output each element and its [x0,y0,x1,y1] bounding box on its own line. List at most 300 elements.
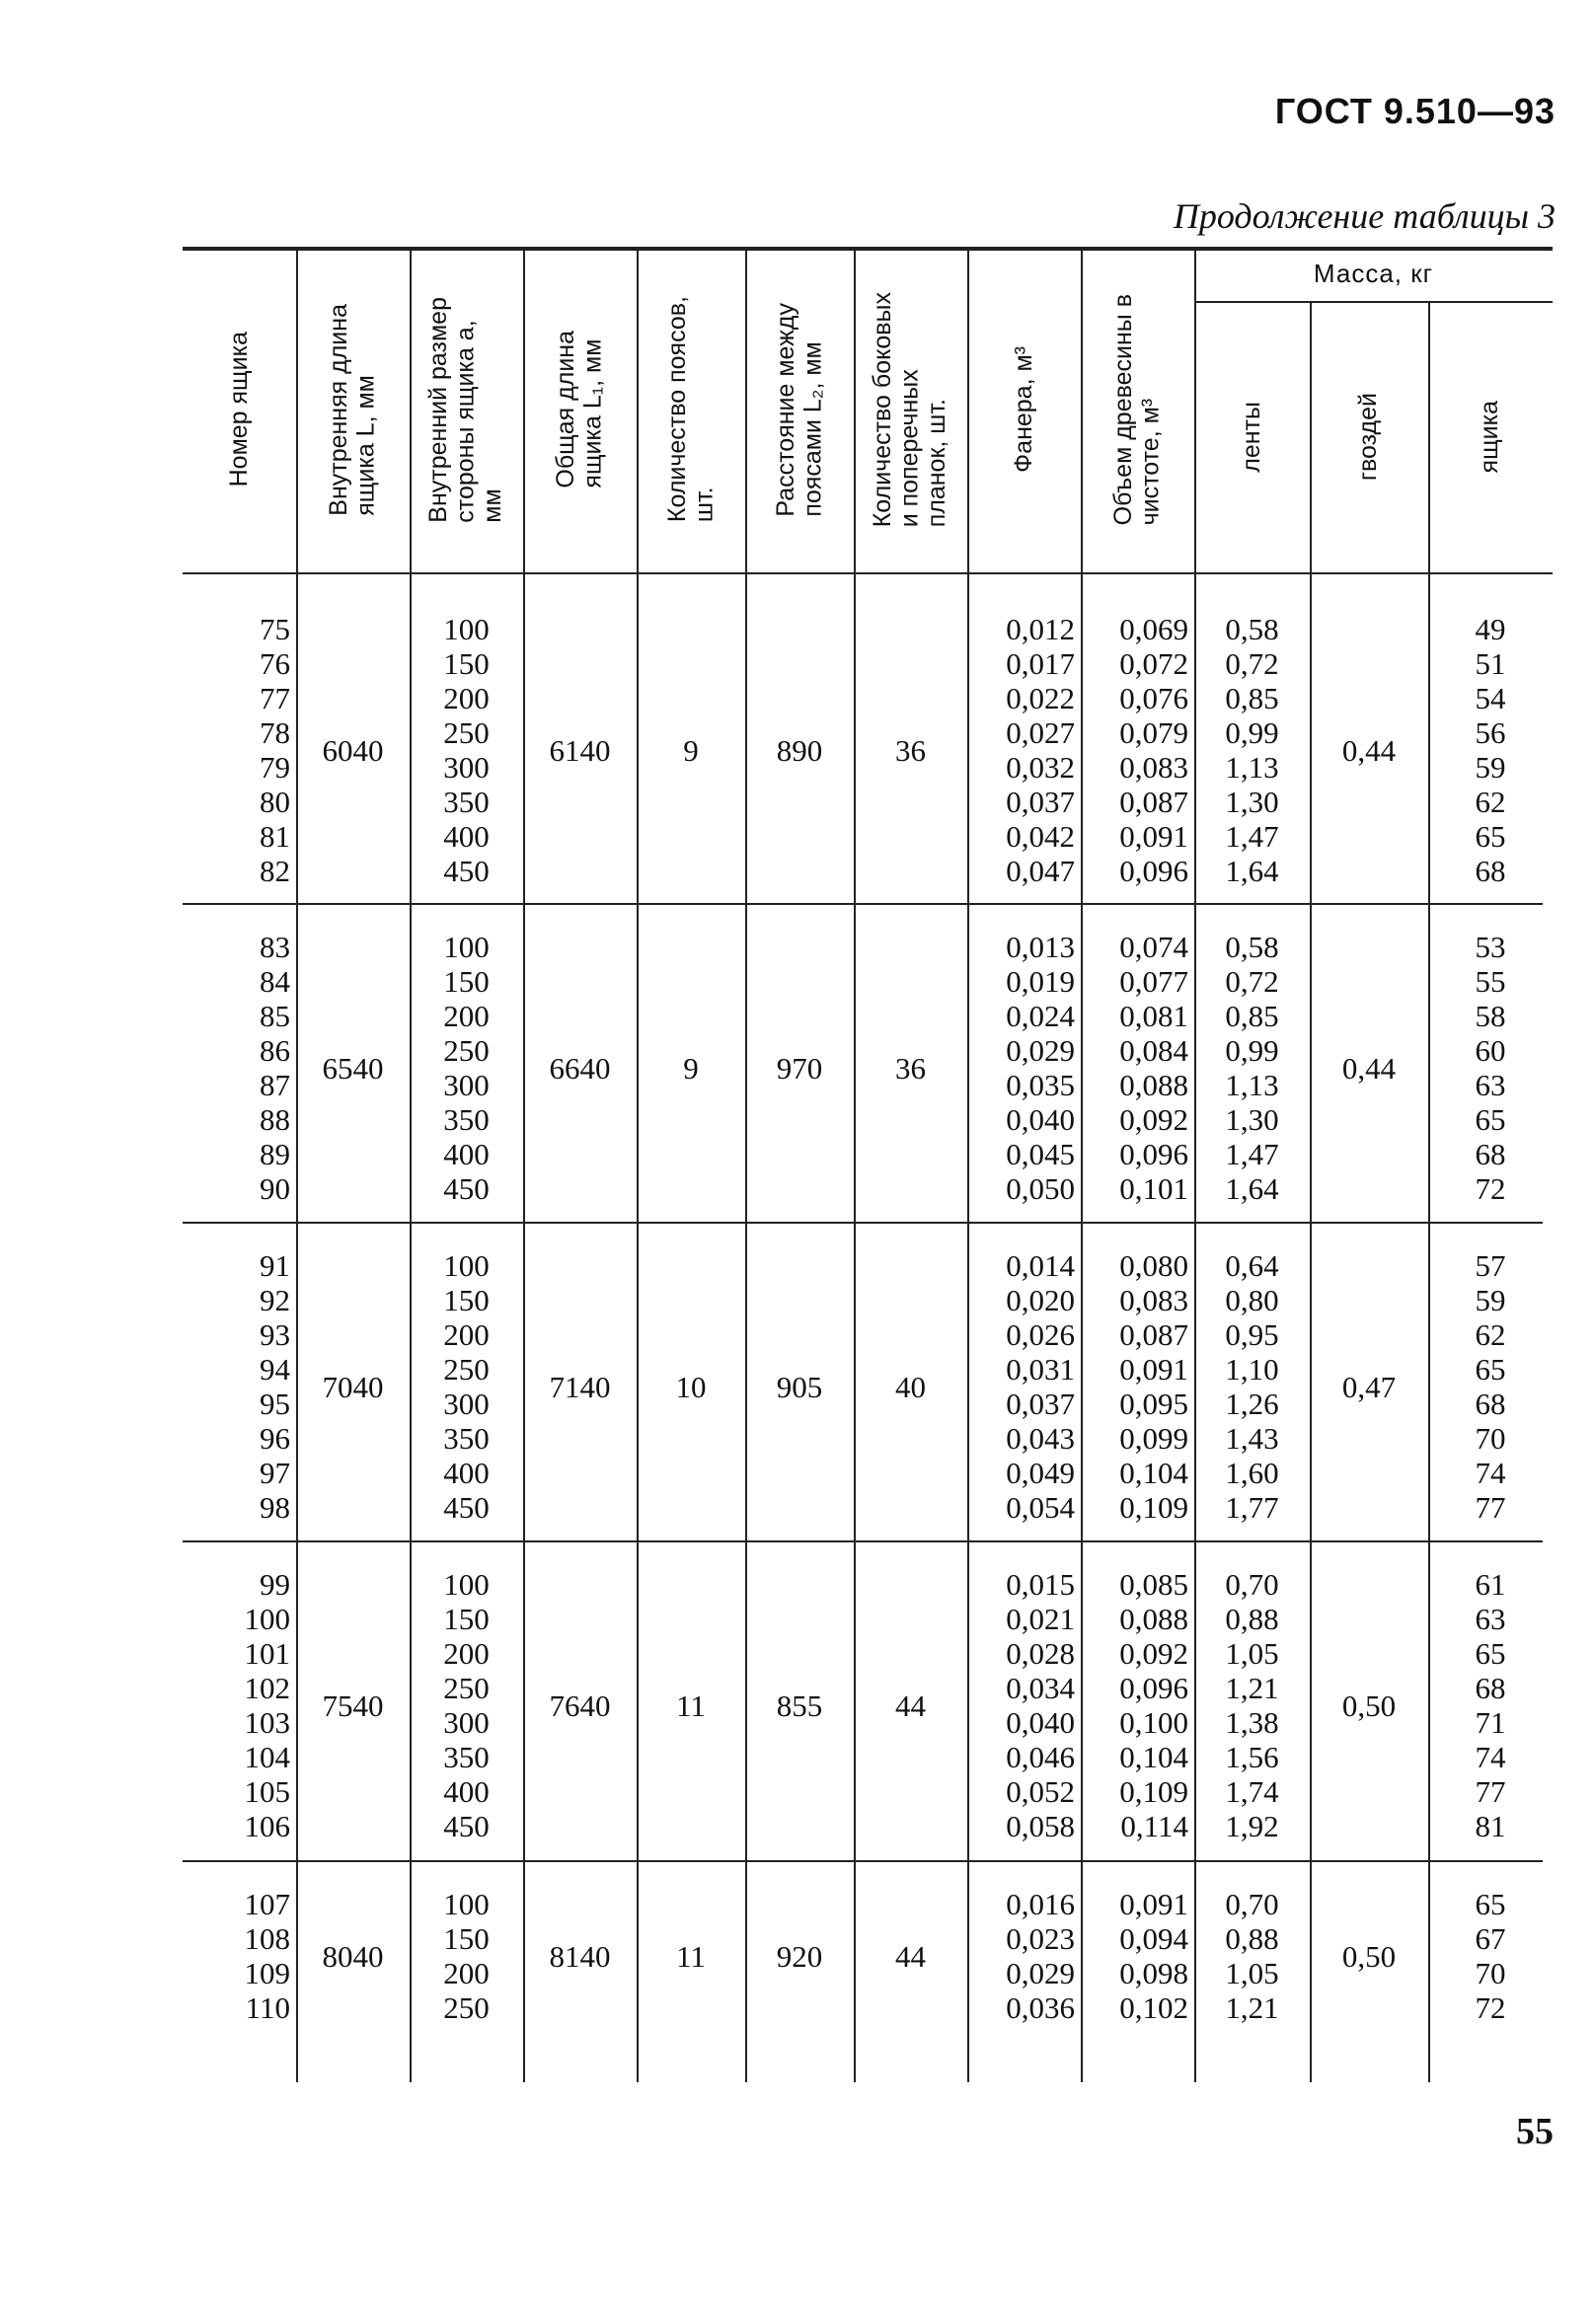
box-number-list [189,612,290,888]
table-cell-value: 450 [443,1171,490,1206]
table-cell-value: 93 [260,1317,290,1352]
table-cell-value: 95 [260,1387,290,1421]
table-cell-value: 1,92 [1225,1809,1279,1843]
table-cell-value: 0,050 [1006,1171,1075,1206]
box-mass-list [1434,1248,1547,1525]
table-cell-value: 62 [1475,785,1506,819]
column-header-label: ленты [1237,401,1265,473]
slats-count-value: 44 [895,1938,926,1974]
table-cell-value: 65 [1475,1352,1506,1387]
nails-mass-value: 0,44 [1341,732,1397,768]
table-cell-value: 0,076 [1119,681,1188,715]
table-cell-value: 1,30 [1225,1102,1279,1137]
table-cell-value: 68 [1475,1387,1506,1421]
box-mass-list [1434,1567,1547,1843]
table-cell-value: 250 [443,1352,490,1387]
table-cell-value: 88 [260,1102,290,1137]
table-cell-value: 99 [260,1567,290,1602]
table-cell-value: 81 [260,819,290,854]
table-cell-value: 0,035 [1006,1068,1075,1102]
standard-code: ГОСТ 9.510—93 [1274,91,1556,131]
table-cell-value: 350 [443,785,490,819]
table-cell-value: 104 [244,1740,290,1774]
table-cell-value: 0,088 [1119,1602,1188,1636]
table-cell-value: 200 [443,1317,490,1352]
table-cell-value: 450 [443,1809,490,1843]
table-cell-value: 0,083 [1119,1283,1188,1317]
table-cell-value: 0,99 [1225,1033,1279,1068]
table-cell-value: 350 [443,1421,490,1456]
table-cell-value: 0,024 [1006,999,1075,1033]
column-header-label: Фанера, м³ [1009,346,1037,473]
table-cell-value: 0,087 [1119,1317,1188,1352]
table-cell-value: 76 [260,646,290,681]
table-cell-value: 103 [244,1705,290,1740]
box-number-list [189,930,290,1206]
belt-distance-value: 905 [776,1369,823,1404]
table-cell-value: 100 [244,1602,290,1636]
table-cell-value: 0,88 [1225,1602,1279,1636]
table-cell-value: 250 [443,1671,490,1705]
inner-side-list [416,612,517,888]
table-cell-value: 0,015 [1006,1567,1075,1602]
plywood-list [973,1248,1075,1525]
table-cell-value: 92 [260,1283,290,1317]
inner-length-value: 6540 [322,1050,384,1086]
table-cell-value: 250 [443,1033,490,1068]
table-cell-value: 0,100 [1119,1705,1188,1740]
column-header-total-length [525,255,635,564]
table-cell-value: 63 [1475,1068,1506,1102]
table-cell-value: 78 [260,715,290,750]
table-cell-value: 400 [443,1456,490,1490]
inner-length-value: 7540 [322,1687,384,1723]
box-number-list [189,1248,290,1525]
table-cell-value: 0,096 [1119,1137,1188,1171]
table-cell-value: 1,43 [1225,1421,1279,1456]
table-cell-value: 1,38 [1225,1705,1279,1740]
table-cell-value: 1,05 [1225,1636,1279,1671]
table-cell-value: 0,72 [1225,964,1279,999]
table-cell-value: 0,104 [1119,1740,1188,1774]
table-cell-value: 97 [260,1456,290,1490]
belts-count-value: 11 [676,1938,706,1974]
page-number: 55 [1516,2111,1554,2152]
plywood-list [973,1567,1075,1843]
table-cell-value: 0,85 [1225,999,1279,1033]
table-cell-value: 67 [1475,1921,1506,1956]
table-cell-value: 68 [1475,1671,1506,1705]
table-cell-value: 0,031 [1006,1352,1075,1387]
belt-distance-value: 970 [776,1050,823,1086]
group-separator-rule [183,1222,1543,1224]
group-separator-rule [183,1860,1543,1862]
table-cell-value: 0,021 [1006,1602,1075,1636]
box-number-list [189,1567,290,1843]
table-cell-value: 0,037 [1006,785,1075,819]
table-cell-value: 400 [443,1774,490,1809]
table-cell-value: 300 [443,750,490,785]
table-cell-value: 54 [1475,681,1506,715]
table-cell-value: 0,88 [1225,1921,1279,1956]
table-cell-value: 0,80 [1225,1283,1279,1317]
table-cell-value: 0,081 [1119,999,1188,1033]
table-cell-value: 71 [1475,1705,1506,1740]
table-cell-value: 1,64 [1225,854,1279,888]
table-cell-value: 300 [443,1387,490,1421]
table-cell-value: 400 [443,819,490,854]
nails-mass-value: 0,50 [1341,1938,1397,1974]
table-cell-value: 0,069 [1119,612,1188,646]
table-cell-value: 87 [260,1068,290,1102]
table-cell-value: 0,085 [1119,1567,1188,1602]
table-cell-value: 0,109 [1119,1774,1188,1809]
table-cell-value: 0,017 [1006,646,1075,681]
table-cell-value: 108 [244,1921,290,1956]
tape-mass-list [1200,1248,1304,1525]
table-cell-value: 0,104 [1119,1456,1188,1490]
table-cell-value: 65 [1475,1636,1506,1671]
group-separator-rule [183,1540,1543,1542]
table-cell-value: 200 [443,681,490,715]
table-cell-value: 1,60 [1225,1456,1279,1490]
table-cell-value: 0,095 [1119,1387,1188,1421]
table-cell-value: 49 [1475,612,1506,646]
table-cell-value: 0,034 [1006,1671,1075,1705]
table-cell-value: 0,85 [1225,681,1279,715]
table-cell-value: 90 [260,1171,290,1206]
plywood-list [973,612,1075,888]
table-cell-value: 0,058 [1006,1809,1075,1843]
inner-side-list [416,1567,517,1843]
table-cell-value: 0,092 [1119,1102,1188,1137]
inner-length-value: 6040 [322,732,384,768]
table-cell-value: 77 [1475,1774,1506,1809]
total-length-value: 6640 [549,1050,611,1086]
box-mass-list [1434,612,1547,888]
column-header-label: Номер ящика [224,332,253,487]
table-cell-value: 0,029 [1006,1956,1075,1990]
table-cell-value: 0,70 [1225,1567,1279,1602]
belts-count-value: 11 [676,1687,706,1723]
table-cell-value: 101 [244,1636,290,1671]
table-cell-value: 100 [443,1248,490,1283]
table-cell-value: 102 [244,1671,290,1705]
table-cell-value: 1,64 [1225,1171,1279,1206]
table-cell-value: 56 [1475,715,1506,750]
wood-volume-list [1087,1248,1188,1525]
table-cell-value: 74 [1475,1740,1506,1774]
table-cell-value: 0,020 [1006,1283,1075,1317]
table-cell-value: 0,109 [1119,1490,1188,1525]
table-cell-value: 1,47 [1225,1137,1279,1171]
table-cell-value: 100 [443,612,490,646]
table-cell-value: 100 [443,1887,490,1921]
table-cell-value: 1,13 [1225,750,1279,785]
table-caption: Продолжение таблицы 3 [1173,196,1556,236]
table-cell-value: 0,088 [1119,1068,1188,1102]
inner-length-value: 8040 [322,1938,384,1974]
group-separator-rule [183,903,1543,905]
table-cell-value: 0,72 [1225,646,1279,681]
table-cell-value: 72 [1475,1990,1506,2025]
table-cell-value: 60 [1475,1033,1506,1068]
table-cell-value: 0,114 [1120,1809,1188,1843]
table-cell-value: 0,70 [1225,1887,1279,1921]
table-cell-value: 63 [1475,1602,1506,1636]
table-cell-value: 150 [443,646,490,681]
table-cell-value: 0,084 [1119,1033,1188,1068]
tape-mass-list [1200,612,1304,888]
table-cell-value: 350 [443,1102,490,1137]
belt-distance-value: 890 [776,732,823,768]
table-cell-value: 0,037 [1006,1387,1075,1421]
table-cell-value: 200 [443,1956,490,1990]
table-cell-value: 450 [443,1490,490,1525]
table-cell-value: 96 [260,1421,290,1456]
inner-side-list [416,930,517,1206]
total-length-value: 7640 [549,1687,611,1723]
table-cell-value: 65 [1475,1102,1506,1137]
table-cell-value: 0,102 [1119,1990,1188,2025]
table-cell-value: 200 [443,1636,490,1671]
table-cell-value: 1,56 [1225,1740,1279,1774]
table-cell-value: 70 [1475,1956,1506,1990]
column-header-label: Общая длина ящика L₁, мм [552,331,607,488]
slats-count-value: 36 [895,1050,926,1086]
table-cell-value: 0,098 [1119,1956,1188,1990]
table-cell-value: 0,047 [1006,854,1075,888]
column-header-belts-count [639,255,743,564]
table-cell-value: 107 [244,1887,290,1921]
column-header-label: Внутренняя длина ящика L, мм [325,303,380,516]
table-cell-value: 0,091 [1119,1352,1188,1387]
table-cell-value: 0,091 [1119,1887,1188,1921]
table-top-rule [183,247,1553,251]
table-cell-value: 70 [1475,1421,1506,1456]
total-length-value: 7140 [549,1369,611,1404]
inner-side-list [416,1887,517,2025]
table-cell-value: 109 [244,1956,290,1990]
belt-distance-value: 855 [776,1687,823,1723]
table-cell-value: 250 [443,715,490,750]
column-header-wood-volume [1083,255,1192,564]
box-mass-list [1434,930,1547,1206]
table-cell-value: 0,014 [1006,1248,1075,1283]
table-cell-value: 0,022 [1006,681,1075,715]
tape-mass-list [1200,930,1304,1206]
table-cell-value: 0,045 [1006,1137,1075,1171]
table-cell-value: 250 [443,1990,490,2025]
table-cell-value: 59 [1475,1283,1506,1317]
column-rule [1310,301,1312,2082]
table-cell-value: 79 [260,750,290,785]
table-cell-value: 0,58 [1225,930,1279,964]
table-cell-value: 0,019 [1006,964,1075,999]
table-cell-value: 0,099 [1119,1421,1188,1456]
column-header-label: Внутренний размер стороны ящика a, мм [424,296,507,523]
mass-group-title: Масса, кг [1313,259,1434,288]
table-cell-value: 61 [1475,1567,1506,1602]
table-cell-value: 0,080 [1119,1248,1188,1283]
belt-distance-value: 920 [776,1938,823,1974]
table-cell-value: 0,087 [1119,785,1188,819]
table-cell-value: 55 [1475,964,1506,999]
table-cell-value: 0,079 [1119,715,1188,750]
table-cell-value: 100 [443,1567,490,1602]
table-cell-value: 0,95 [1225,1317,1279,1352]
table-cell-value: 0,096 [1119,1671,1188,1705]
table-cell-value: 1,21 [1225,1990,1279,2025]
table-cell-value: 1,74 [1225,1774,1279,1809]
table-cell-value: 150 [443,1283,490,1317]
column-header-box-no [185,255,294,564]
table-cell-value: 68 [1475,854,1506,888]
table-cell-value: 91 [260,1248,290,1283]
table-cell-value: 0,040 [1006,1705,1075,1740]
table-cell-value: 106 [244,1809,290,1843]
slats-count-value: 40 [895,1369,926,1404]
table-cell-value: 1,21 [1225,1671,1279,1705]
table-cell-value: 0,027 [1006,715,1075,750]
table-cell-value: 59 [1475,750,1506,785]
table-cell-value: 300 [443,1705,490,1740]
table-cell-value: 0,012 [1006,612,1075,646]
inner-side-list [416,1248,517,1525]
header-bottom-rule [183,572,1553,574]
table-cell-value: 0,032 [1006,750,1075,785]
table-cell-value: 150 [443,1921,490,1956]
table-cell-value: 80 [260,785,290,819]
tape-mass-list [1200,1567,1304,1843]
table-cell-value: 86 [260,1033,290,1068]
column-header-mass-tape [1196,309,1308,564]
box-number-list [189,1887,290,2025]
table-cell-value: 0,052 [1006,1774,1075,1809]
table-cell-value: 0,042 [1006,819,1075,854]
table-cell-value: 0,58 [1225,612,1279,646]
box-mass-list [1434,1887,1547,2025]
table-cell-value: 1,05 [1225,1956,1279,1990]
table-cell-value: 84 [260,964,290,999]
table-cell-value: 0,092 [1119,1636,1188,1671]
wood-volume-list [1087,1567,1188,1843]
table-cell-value: 0,040 [1006,1102,1075,1137]
table-cell-value: 300 [443,1068,490,1102]
table-cell-value: 82 [260,854,290,888]
table-cell-value: 0,023 [1006,1921,1075,1956]
table-cell-value: 0,101 [1119,1171,1188,1206]
table-cell-value: 94 [260,1352,290,1387]
table-cell-value: 89 [260,1137,290,1171]
plywood-list [973,1887,1075,2025]
table-cell-value: 1,77 [1225,1490,1279,1525]
table-cell-value: 1,26 [1225,1387,1279,1421]
column-header-label: Количество боковых и поперечных планок, шт. [869,291,951,528]
table-cell-value: 0,046 [1006,1740,1075,1774]
table-cell-value: 200 [443,999,490,1033]
plywood-list [973,930,1075,1206]
table-cell-value: 0,077 [1119,964,1188,999]
inner-length-value: 7040 [322,1369,384,1404]
column-header-mass-box [1430,309,1551,564]
table-cell-value: 0,094 [1119,1921,1188,1956]
table-cell-value: 1,30 [1225,785,1279,819]
table-cell-value: 1,13 [1225,1068,1279,1102]
column-header-mass-nails [1312,309,1426,564]
table-cell-value: 0,026 [1006,1317,1075,1352]
mass-split-rule [1194,301,1553,303]
table-cell-value: 57 [1475,1248,1506,1283]
table-cell-value: 98 [260,1490,290,1525]
column-header-slats-count [856,255,965,564]
table-cell-value: 0,64 [1225,1248,1279,1283]
table-cell-value: 400 [443,1137,490,1171]
table-cell-value: 0,091 [1119,819,1188,854]
table-cell-value: 75 [260,612,290,646]
table-cell-value: 450 [443,854,490,888]
table-cell-value: 62 [1475,1317,1506,1352]
column-rule [1428,301,1430,2082]
table-cell-value: 77 [1475,1490,1506,1525]
belts-count-value: 9 [683,1050,699,1086]
column-header-label: Количество поясов, шт. [662,296,718,523]
slats-count-value: 36 [895,732,926,768]
column-header-plywood [969,255,1079,564]
table-cell-value: 0,016 [1006,1887,1075,1921]
total-length-value: 8140 [549,1938,611,1974]
table-cell-value: 100 [443,930,490,964]
tape-mass-list [1200,1887,1304,2025]
table-cell-value: 110 [245,1990,290,2025]
table-cell-value: 150 [443,1602,490,1636]
table-cell-value: 0,096 [1119,854,1188,888]
table-cell-value: 350 [443,1740,490,1774]
table-cell-value: 1,10 [1225,1352,1279,1387]
table-cell-value: 81 [1475,1809,1506,1843]
table-cell-value: 72 [1475,1171,1506,1206]
wood-volume-list [1087,1887,1188,2025]
table-cell-value: 105 [244,1774,290,1809]
wood-volume-list [1087,930,1188,1206]
column-header-belt-distance [747,255,852,564]
table-cell-value: 0,036 [1006,1990,1075,2025]
table-cell-value: 68 [1475,1137,1506,1171]
table-cell-value: 0,049 [1006,1456,1075,1490]
nails-mass-value: 0,47 [1341,1369,1397,1404]
table-cell-value: 65 [1475,1887,1506,1921]
table-cell-value: 1,47 [1225,819,1279,854]
total-length-value: 6140 [549,732,611,768]
data-table [183,247,1553,2082]
table-cell-value: 77 [260,681,290,715]
nails-mass-value: 0,50 [1341,1687,1397,1723]
slats-count-value: 44 [895,1687,926,1723]
column-header-label: гвоздей [1354,392,1383,482]
wood-volume-list [1087,612,1188,888]
belts-count-value: 9 [683,732,699,768]
table-cell-value: 0,043 [1006,1421,1075,1456]
table-cell-value: 85 [260,999,290,1033]
table-cell-value: 0,083 [1119,750,1188,785]
table-cell-value: 51 [1475,646,1506,681]
table-cell-value: 0,074 [1119,930,1188,964]
column-header-label: Расстояние между поясами L₂, мм [771,302,826,517]
table-cell-value: 0,029 [1006,1033,1075,1068]
table-cell-value: 83 [260,930,290,964]
table-cell-value: 0,054 [1006,1490,1075,1525]
nails-mass-value: 0,44 [1341,1050,1397,1086]
